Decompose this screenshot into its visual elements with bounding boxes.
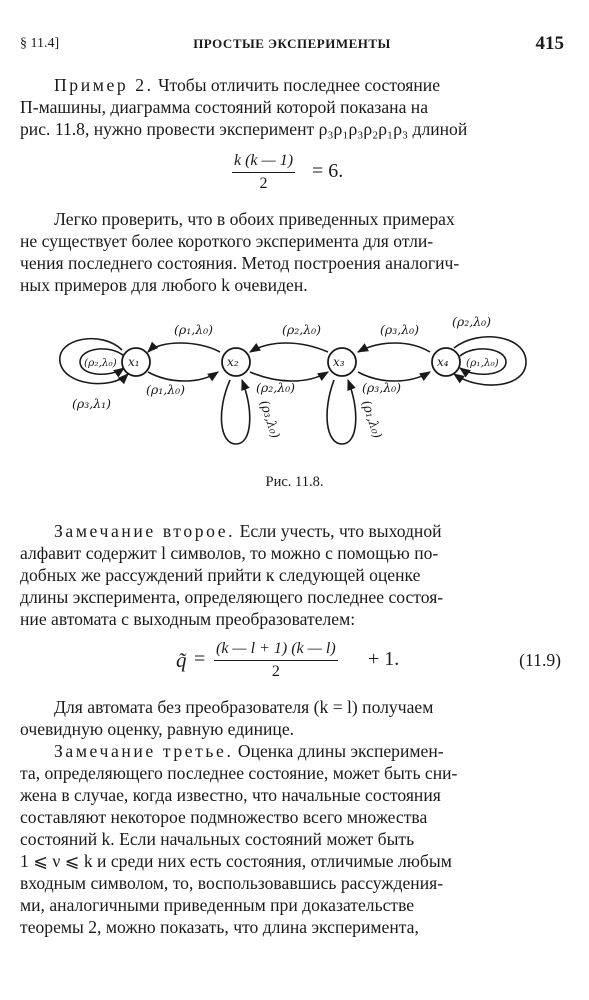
remark-line: та, определяющего последнее состояние, может быть сни- xyxy=(20,763,458,783)
state-x1-label: x₁ xyxy=(128,355,140,369)
remark-line: теоремы 2, можно показать, что длина эксперимента, xyxy=(20,917,419,937)
remark-line xyxy=(20,520,564,542)
remark-line: ми, аналогичными приведенным при доказательстве xyxy=(20,895,415,915)
remark-line: длины эксперимента, определяющего последнее состоя- xyxy=(20,587,444,607)
label-x4-inner: (ρ₁,λ₀) xyxy=(466,357,499,369)
formula-tail: + 1. xyxy=(368,648,400,670)
state-x4-label: x₄ xyxy=(437,355,449,369)
remark-line: ние автомата с выходным преобразователем: xyxy=(20,609,356,629)
label-x2-x1: (ρ₁,λ₀) xyxy=(174,322,214,337)
example-line xyxy=(20,74,564,96)
formula-tail: = 6. xyxy=(312,160,344,182)
figure-caption: Рис. 11.8. xyxy=(265,474,324,490)
text-line: не существует более короткого эксперимента для отли- xyxy=(20,231,434,251)
edge-x4-x3 xyxy=(358,343,430,352)
remark-2-lead: Замечание второе. xyxy=(54,521,236,541)
label-x1-inner: (ρ₂,λ₀) xyxy=(84,357,117,369)
edge-x1-x2 xyxy=(148,372,218,381)
remark-3-lead: Замечание третье. xyxy=(54,741,234,761)
edge-x3-x2 xyxy=(250,343,328,352)
remark-line-text: Если учесть, что выходной xyxy=(239,521,442,541)
example-line: П-машины, диаграмма состояний которой показана на xyxy=(20,97,429,117)
paragraph-short-experiment xyxy=(20,208,564,296)
formula-lhs: q̃ xyxy=(176,648,187,672)
label-x4-top: (ρ₂,λ₀) xyxy=(452,314,492,329)
label-x2-x3: (ρ₂,λ₀) xyxy=(256,380,296,395)
remark-line: составляют некоторое подмножество всего множества xyxy=(20,807,428,827)
formula-11-9 xyxy=(0,638,589,684)
label-x3-x4: (ρ₃,λ₀) xyxy=(362,380,402,395)
label-x3-loop: (ρ₁,λ₀) xyxy=(359,398,386,441)
remark-line: добных же рассуждений прийти к следующей оценке xyxy=(20,565,421,585)
state-x3-label: x₃ xyxy=(333,355,345,369)
remark-line: 1 ⩽ ν ⩽ k и среди них есть состояния, отличимые любым xyxy=(20,851,452,871)
text-line: чения последнего состояния. Метод построения аналогич- xyxy=(20,253,460,273)
example-2-paragraph xyxy=(20,74,564,140)
example-line-text: Чтобы отличить последнее состояние xyxy=(158,75,441,95)
example-lead: Пример 2. xyxy=(54,75,154,95)
x2-loop xyxy=(221,380,249,444)
remark-line: входным символом, то, воспользовавшись рассуждения- xyxy=(20,873,444,893)
fraction-numerator: k (k — 1) xyxy=(232,152,295,173)
fraction-denominator: 2 xyxy=(259,175,268,192)
remark-3-paragraph xyxy=(20,740,564,938)
x3-loop xyxy=(327,380,356,444)
remark-line: алфавит содержит l символов, то можно с помощью по- xyxy=(20,543,439,563)
paragraph-no-converter xyxy=(20,696,564,740)
text-line: ных примеров для любого k очевиден. xyxy=(20,275,308,295)
label-x4-x3: (ρ₃,λ₀) xyxy=(380,322,420,337)
remark-2-paragraph xyxy=(20,520,564,630)
text-line: Для автомата без преобразователя (k = l) получаем xyxy=(54,697,434,717)
remark-line: состояний k. Если начальных состояний может быть xyxy=(20,829,415,849)
text-line: Легко проверить, что в обоих приведенных примерах xyxy=(54,209,455,229)
formula-k-k-minus-1 xyxy=(0,150,589,194)
state-x2-label: x₂ xyxy=(227,355,239,369)
page-header xyxy=(20,33,564,57)
example-line: рис. 11.8, нужно провести эксперимент ρ₃ρ₁ρ₃ρ₂ρ₁ρ₃ длиной xyxy=(20,119,468,139)
label-x2-loop: (ρ₃,λ₀) xyxy=(257,398,284,441)
fraction-denominator: 2 xyxy=(271,663,280,680)
formula-equals: = xyxy=(194,648,206,670)
remark-line xyxy=(20,740,564,762)
remark-line-text: Оценка длины эксперимен- xyxy=(237,741,444,761)
text-line: очевидную оценку, равную единице. xyxy=(20,719,295,739)
label-x1-outer: (ρ₃,λ₁) xyxy=(72,396,112,411)
fraction xyxy=(232,152,295,193)
equation-number: (11.9) xyxy=(519,650,561,670)
running-title: ПРОСТЫЕ ЭКСПЕРИМЕНТЫ xyxy=(193,36,391,51)
label-x1-x2: (ρ₁,λ₀) xyxy=(146,382,186,397)
remark-line: жена в случае, когда известно, что начальные состояния xyxy=(20,785,441,805)
fraction xyxy=(214,640,338,681)
page-number: 415 xyxy=(535,33,564,54)
section-reference: § 11.4] xyxy=(20,36,60,51)
state-diagram-figure xyxy=(50,312,540,470)
fraction-numerator: (k — l + 1) (k — l) xyxy=(214,640,338,661)
edge-x2-x1 xyxy=(148,343,220,352)
label-x3-x2: (ρ₂,λ₀) xyxy=(282,322,322,337)
